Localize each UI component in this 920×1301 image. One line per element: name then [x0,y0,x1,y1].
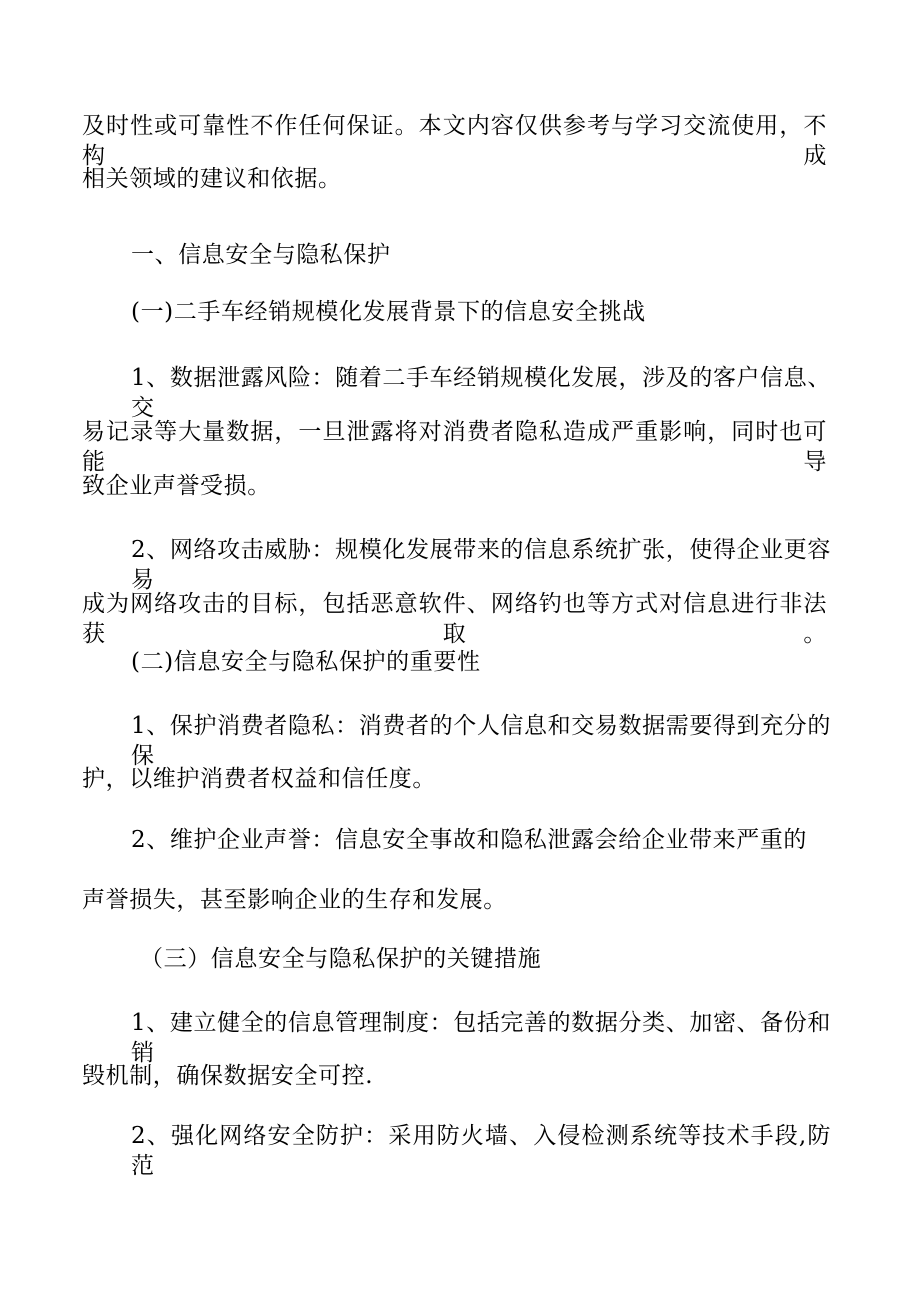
body-text-line: 易记录等大量数据，一旦泄露将对消费者隐私造成严重影响，同时也可能导 [82,419,827,475]
body-text-line: 相关领域的建议和依据。 [82,166,342,192]
body-text-line: 致企业声誉受损。 [82,473,271,499]
body-text-line: 1、建立健全的信息管理制度：包括完善的数据分类、加密、备份和销 [131,1010,831,1066]
section-heading: 一、信息安全与隐私保护 [131,242,391,268]
subsection-heading: (二)信息安全与隐私保护的重要性 [131,649,481,675]
body-text-line: 2、强化网络安全防护：采用防火墙、入侵检测系统等技术手段,防范 [131,1123,831,1179]
body-text-line: 2、维护企业声誉：信息安全事故和隐私泄露会给企业带来严重的 [131,827,808,853]
body-text-line: 及时性或可靠性不作任何保证。本文内容仅供参考与学习交流使用，不构成 [82,113,827,169]
body-text-line: 护，以维护消费者权益和信任度。 [82,766,436,792]
body-text-line: 成为网络攻击的目标，包括恶意软件、网络钓也等方式对信息进行非法获取。 [82,591,827,647]
body-text-line: 1、保护消费者隐私：消费者的个人信息和交易数据需要得到充分的保 [131,713,831,769]
subsection-heading: (一)二手车经销规模化发展背景下的信息安全挑战 [131,299,646,325]
body-text-line: 2、网络攻击威胁：规模化发展带来的信息系统扩张，使得企业更容易 [131,537,831,593]
subsection-heading: （三）信息安全与隐私保护的关键措施 [140,946,542,972]
body-text-line: 毁机制，确保数据安全可控. [82,1063,374,1089]
body-text-line: 1、数据泄露风险：随着二手车经销规模化发展，涉及的客户信息、交 [131,365,831,421]
body-text-line: 声誉损失，甚至影响企业的生存和发展。 [82,887,507,913]
